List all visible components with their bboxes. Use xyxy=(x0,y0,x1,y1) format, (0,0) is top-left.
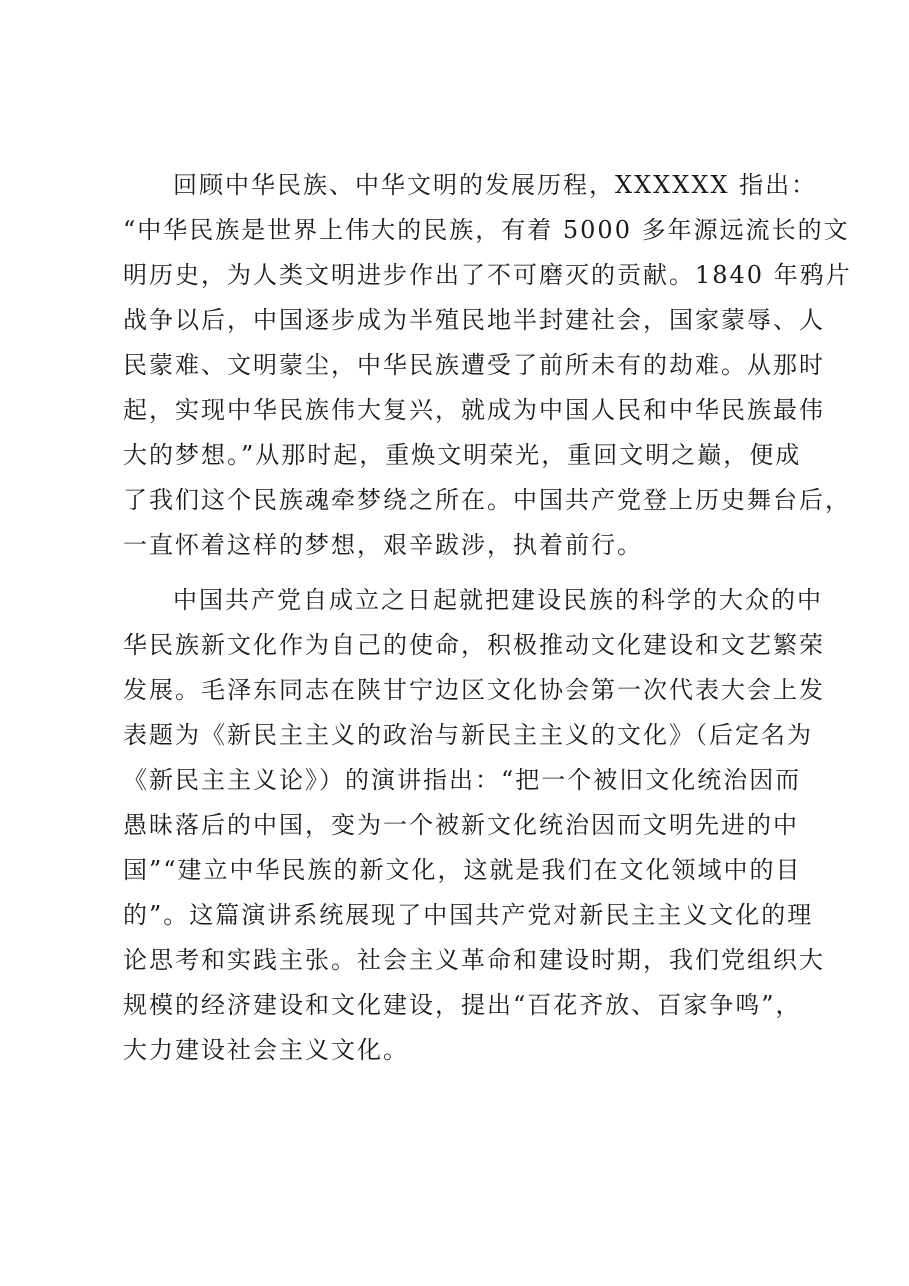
paragraph-line: 起，实现中华民族伟大复兴，就成为中国人民和中华民族最伟 xyxy=(123,396,825,424)
paragraph-line: 愚昧落后的中国，变为一个被新文化统治因而文明先进的中 xyxy=(123,811,799,839)
paragraph-line: 论思考和实践主张。社会主义革命和建设时期，我们党组织大 xyxy=(123,946,825,974)
paragraph-line: 民蒙难、文明蒙尘，中华民族遭受了前所未有的劫难。从那时 xyxy=(123,351,825,379)
paragraph-line: 《新民主主义论》）的演讲指出：“把一个被旧文化统治因而 xyxy=(123,766,802,794)
paragraph-line: 大力建设社会主义文化。 xyxy=(123,1036,409,1064)
paragraph-1 xyxy=(123,163,852,568)
paragraph-line: 发展。毛泽东同志在陕甘宁边区文化协会第一次代表大会上发 xyxy=(123,676,825,704)
document-body xyxy=(123,163,852,1073)
paragraph-line: 规模的经济建设和文化建设，提出“百花齐放、百家争鸣”， xyxy=(123,991,802,1019)
paragraph-line: 了我们这个民族魂牵梦绕之所在。中国共产党登上历史舞台后， xyxy=(123,486,851,514)
paragraph-line: 战争以后，中国逐步成为半殖民地半封建社会，国家蒙辱、人 xyxy=(123,306,825,334)
paragraph-line: 大的梦想。”从那时起，重焕文明荣光，重回文明之巅，便成 xyxy=(123,441,802,469)
paragraph-line: 华民族新文化作为自己的使命，积极推动文化建设和文艺繁荣 xyxy=(123,631,825,659)
paragraph-line: “中华民族是世界上伟大的民族，有着 5000 多年源远流长的文 xyxy=(123,216,850,244)
paragraph-line: 明历史，为人类文明进步作出了不可磨灭的贡献。1840 年鸦片 xyxy=(123,261,852,289)
paragraph-line: 回顾中华民族、中华文明的发展历程，XXXXXX 指出： xyxy=(173,171,818,199)
paragraph-line: 的”。这篇演讲系统展现了中国共产党对新民主主义文化的理 xyxy=(123,901,814,929)
paragraph-line: 一直怀着这样的梦想，艰辛跋涉，执着前行。 xyxy=(123,531,643,559)
paragraph-line: 表题为《新民主主义的政治与新民主主义的文化》（后定名为 xyxy=(123,721,813,749)
paragraph-2 xyxy=(123,578,825,1073)
paragraph-spacer xyxy=(123,568,799,578)
paragraph-line: 中国共产党自成立之日起就把建设民族的科学的大众的中 xyxy=(173,586,823,614)
paragraph-line: 国”“建立中华民族的新文化，这就是我们在文化领域中的目 xyxy=(123,856,802,884)
